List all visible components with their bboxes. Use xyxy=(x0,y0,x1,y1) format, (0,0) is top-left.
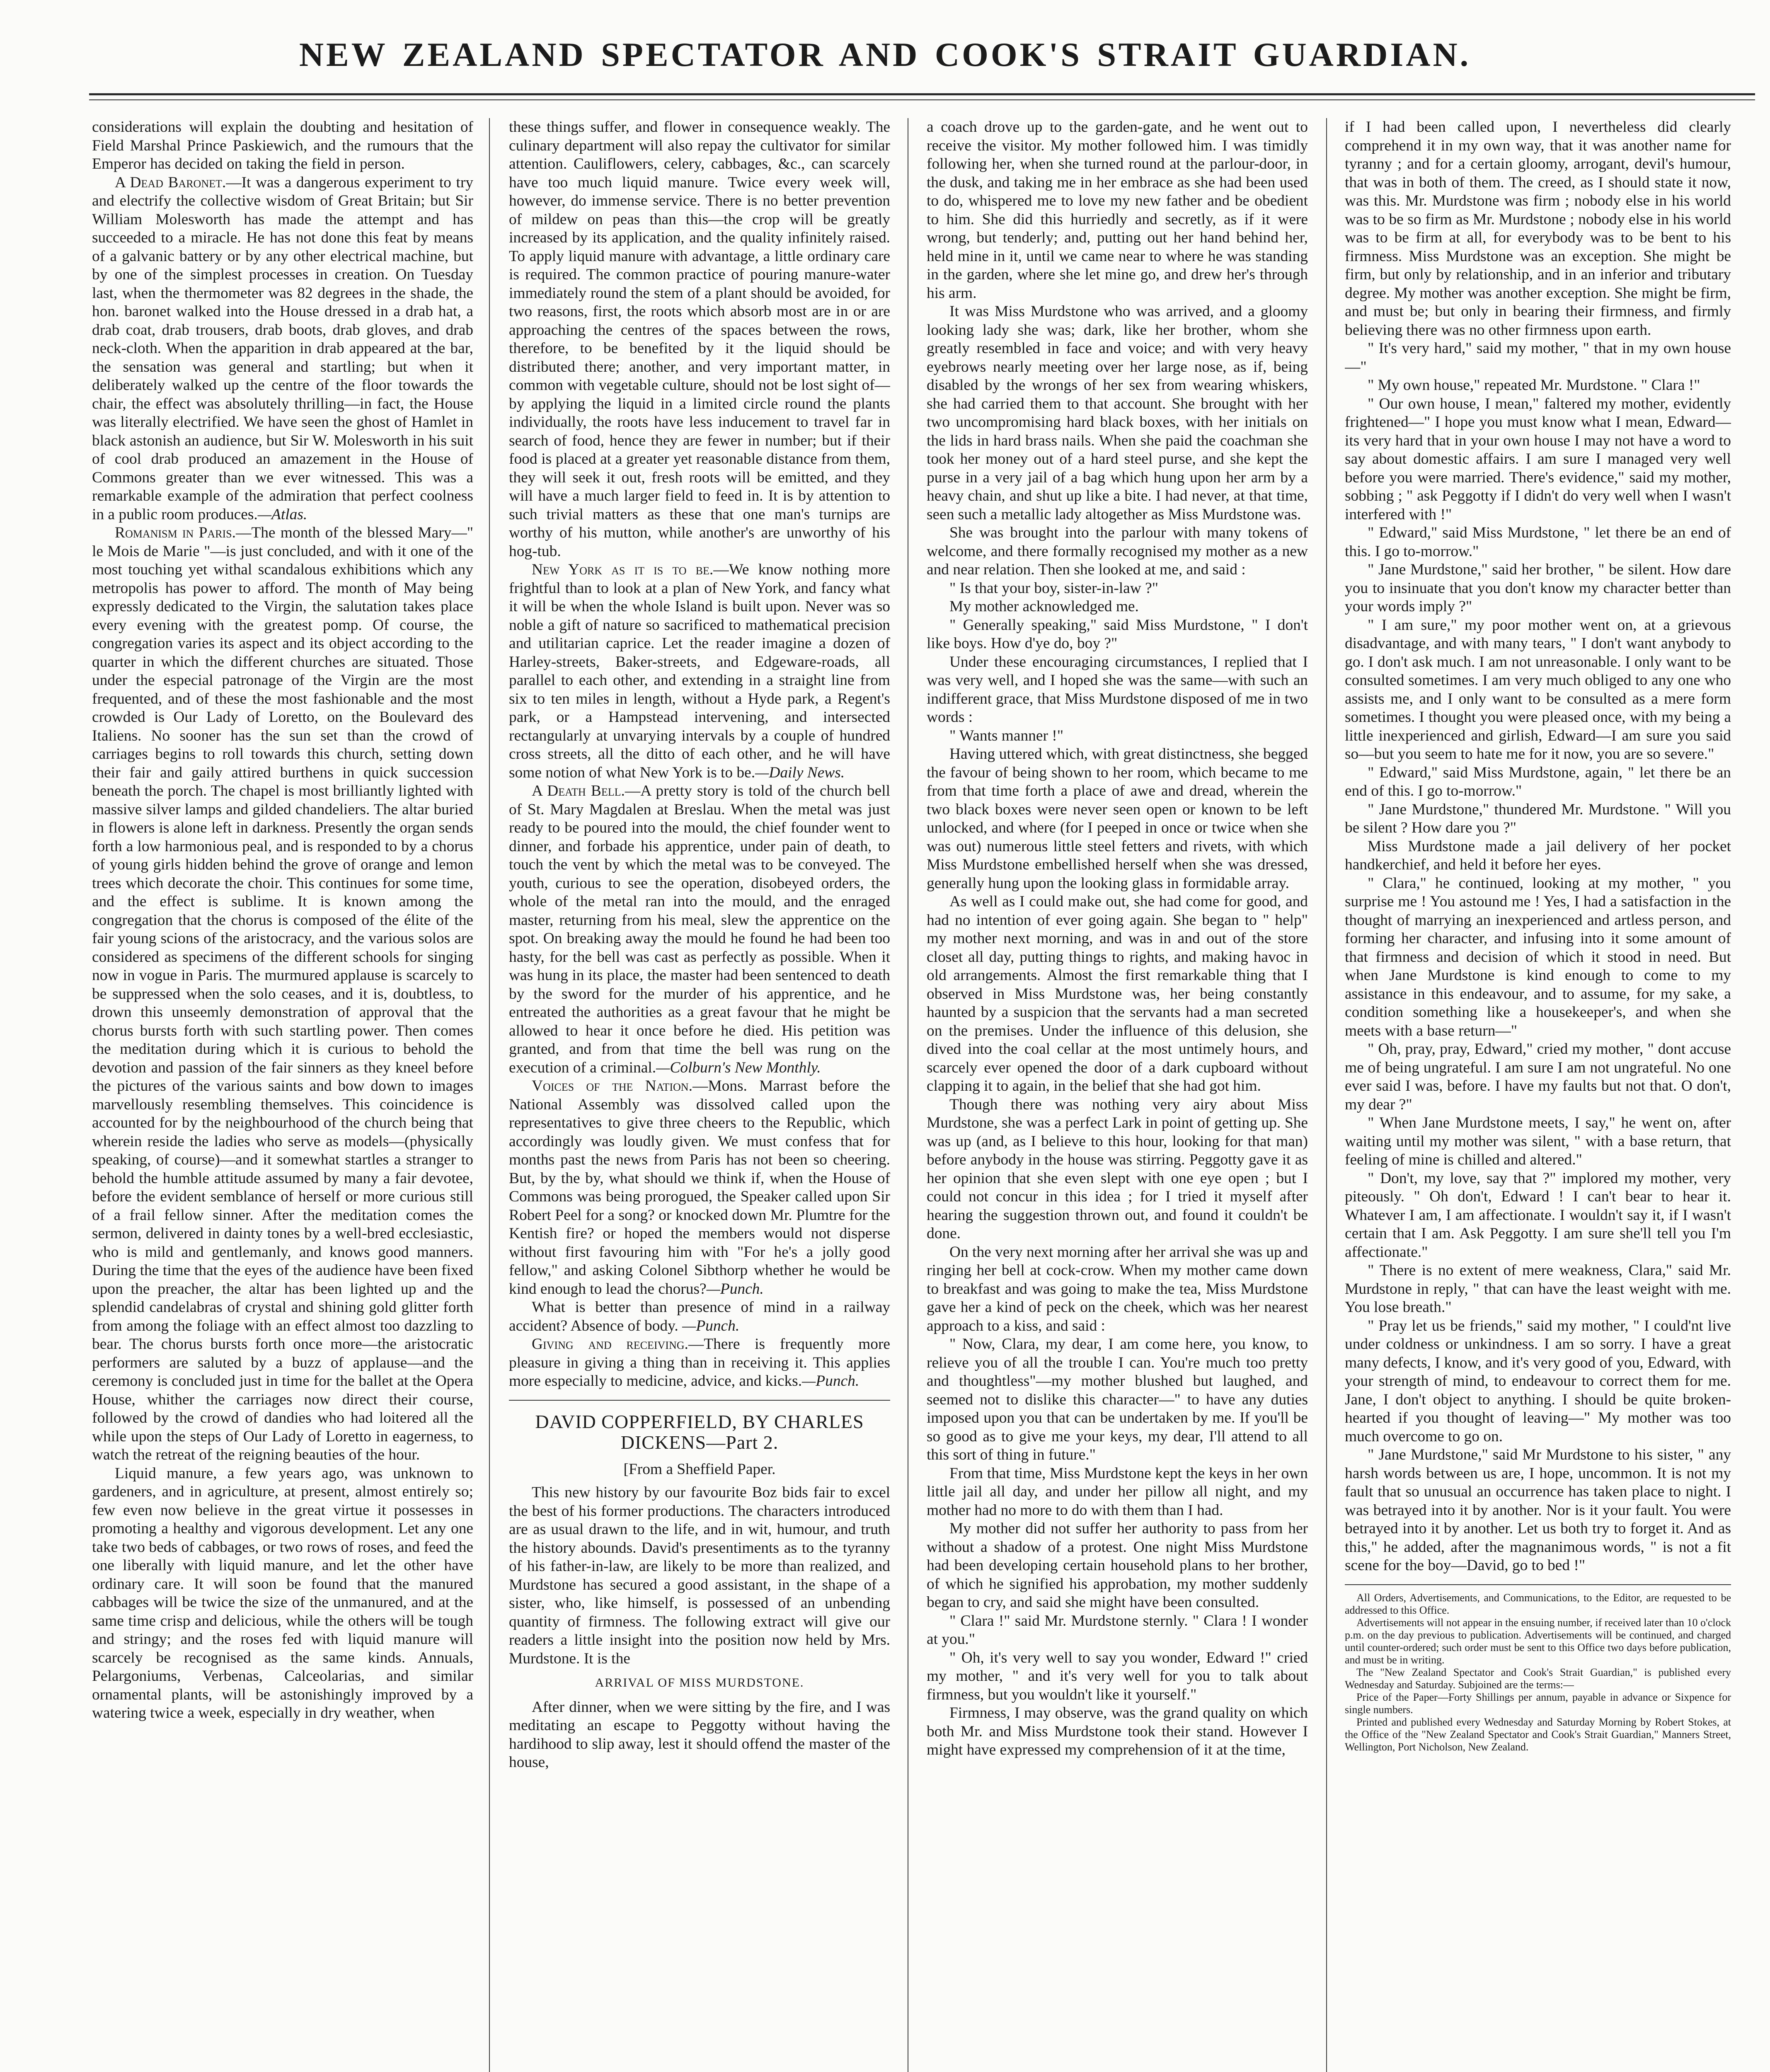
article-body: —We know nothing more frightful than to look at a plan of New York, and fancy what it will be when the whole Island is built upon. Never was so noble a gift of nature so sacrificed to mathematical precision and utilitarian caprice. Let the reader imagine a dozen of Harley-streets, Baker-streets, and Edgeware-roads, all parallel to each other, and extending in a straight line from six to ten miles in length, without a Hyde park, a Regent's park, or a Hampstead intervening, and intersected rectangularly at unvarying intervals by a couple of hundred cross streets, all the ditto of each other, and he will have some notion of what New York is to be. xyxy=(509,561,890,781)
article-dead-baronet xyxy=(92,174,473,524)
paragraph: " Our own house, I mean," faltered my mother, evidently frightened—" I hope you must know what I mean, Edward—its very hard that in your own house I may not have a word to say about domestic affairs. I am sure I managed very well before you were married. There's evidence," said my mother, sobbing ; " ask Peggotty if I didn't do very well when I wasn't interfered with !" xyxy=(1345,395,1731,523)
column-2 xyxy=(509,118,890,2072)
article-lead: Romanism in Paris. xyxy=(115,524,236,541)
paragraph: Having uttered which, with great distinctness, she begged the favour of being shown to her room, which became to me from that time forth a place of awe and dread, wherein the two black boxes were never seen open or known to be left unlocked, and where (for I peeped in once or twice when she was out) numerous little steel fetters and rivets, with which Miss Murdstone embellished herself when she was dressed, generally hung upon the looking glass in formidable array. xyxy=(927,746,1308,892)
column-divider xyxy=(1326,118,1327,2072)
paragraph: " Is that your boy, sister-in-law ?" xyxy=(949,579,1158,597)
masthead-rule xyxy=(89,93,1755,95)
paragraph: " Jane Murdstone," said Mr Murdstone to his sister, " any harsh words between us are, I hope, uncommon. It is not my fault that so unusual an occurrence has taken place to night. I was betrayed into it by another. Nor is it your fault. You were betrayed into it by another. Let us both try to forget it. And as this," he added, after the magnanimous words, " is not a fit scene for the boy—David, go to bed !" xyxy=(1345,1446,1731,1574)
paragraph: It was Miss Murdstone who was arrived, and a gloomy looking lady she was; dark, like her brother, whom she greatly resembled in face and voice; and with very heavy eyebrows nearly meeting over her large nose, as if, being disabled by the wrongs of her sex from wearing whiskers, she had carried them to that account. She brought with her two uncompromising hard black boxes, with her initials on the lids in hard brass nails. When she paid the coachman she took her money out of a hard steel purse, and she kept the purse in a very jail of a bag which hung upon her arm by a heavy chain, and shut up like a bite. I had never, at that time, seen such a metallic lady altogether as Miss Murdstone was. xyxy=(927,303,1308,523)
paragraph: " Edward," said Miss Murdstone, again, " let there be an end of this. I go to-morrow." xyxy=(1345,764,1731,799)
section-heading: DAVID COPPERFIELD, BY CHARLES DICKENS—Part 2. xyxy=(535,1411,864,1453)
imprint-line: Advertisements will not appear in the ensuing number, if received later than 10 o'clock p.m. on the day previous to publication. Advertisements will be continued, and charged until counter-ordered; such order must be sent to this Office two days before publication, and must be in writing. xyxy=(1345,1616,1731,1666)
paragraph: Miss Murdstone made a jail delivery of her pocket handkerchief, and held it before her eyes. xyxy=(1345,838,1731,873)
paragraph: As well as I could make out, she had come for good, and had no intention of ever going again. She began to " help" my mother next morning, and was in and out of the store closet all day, putting things to rights, and making havoc in old arrangements. Almost the first remarkable thing that I observed in Miss Murdstone was, her being constantly haunted by a suspicion that the servants had a man secreted on the premises. Under the influence of this delusion, she dived into the coal cellar at the most untimely hours, and scarcely ever opened the door of a dark cupboard without clapping it to again, in the belief that she had got him. xyxy=(927,893,1308,1094)
paragraph: " Don't, my love, say that ?" implored my mother, very piteously. " Oh don't, Edward ! I can't bear to hear it. Whatever I am, I am affectionate. I wouldn't say it, if I wasn't certain that I am. Ask Peggotty. I am sure she'll tell you I'm affectionate." xyxy=(1345,1169,1731,1261)
masthead-title: NEW ZEALAND SPECTATOR AND COOK'S STRAIT GUARDIAN. xyxy=(299,36,1471,73)
article-source: —Atlas. xyxy=(257,506,308,523)
article-body: What is better than presence of mind in a railway accident? Absence of body. xyxy=(509,1299,890,1334)
section-divider xyxy=(509,1400,890,1401)
article-source: —Punch. xyxy=(682,1317,740,1334)
article-death-bell xyxy=(509,782,890,1077)
paragraph: " Oh, it's very well to say you wonder, Edward !" cried my mother, " and it's very well for you to talk about firmness, but you wouldn't like it yourself." xyxy=(927,1649,1308,1703)
imprint-divider xyxy=(1345,1584,1731,1585)
article-romanism-in-paris xyxy=(92,524,473,1464)
paragraph: considerations will explain the doubting and hesitation of Field Marshal Prince Paskiewich, and the rumours that the Emperor has decided on taking the field in person. xyxy=(92,119,473,172)
paragraph: " Jane Murdstone," thundered Mr. Murdstone. " Will you be silent ? How dare you ?" xyxy=(1345,801,1731,836)
paragraph: Though there was nothing very airy about Miss Murdstone, she was a perfect Lark in point of getting up. She was up (and, as I believe to this hour, looking for that man) before anybody in the house was stirring. Peggotty gave it as her opinion that she even slept with one eye open ; but I could not concur in this idea ; for I tried it myself after hearing the suggestion thrown out, and found it couldn't be done. xyxy=(927,1096,1308,1242)
article-lead: New York as it is to be. xyxy=(532,561,714,578)
paragraph: these things suffer, and flower in consequence weakly. The culinary department will also repay the cultivator for similar attention. Cauliflowers, celery, cabbages, &c., can scarcely have too much liquid manure. Twice every week will, however, do immense service. There is no better prevention of mildew on peas than this—the crop will be greatly increased by its application, and the quality infinitely raised. To apply liquid manure with advantage, a little ordinary care is required. The common practice of pouring manure-water immediately round the stem of a plant should be avoided, for two reasons, first, the roots which absorb most are in or are approaching the centres of the spaces between the rows, therefore, to be benefited by it the liquid should be distributed there; another, and very important matter, in common with vegetable culture, should not be lost sight of—by applying the liquid in a limited circle round the plants individually, the roots have less inducement to travel far in search of food, hence they are fewer in number; but if their food is placed at a greater yet reasonable distance from them, they will seek it out, fresh roots will be emitted, and they will have a much larger field to feed in. It is by attention to such trivial matters as these that one man's turnips are worthy of his mutton, while another's are unworthy of his hog-tub. xyxy=(509,119,890,560)
article-giving-receiving xyxy=(509,1335,890,1391)
imprint-line: Price of the Paper—Forty Shillings per annum, payable in advance or Sixpence for single numbers. xyxy=(1345,1691,1731,1716)
article-source: —Punch. xyxy=(802,1372,860,1389)
article-lead: Giving and receiving. xyxy=(532,1336,688,1353)
imprint-line: Printed and published every Wednesday and Saturday Morning by Robert Stokes, at the Office of the "New Zealand Spectator and Cook's Strait Guardian," Manners Street, Wellington, Port Nicholson, New Zealand. xyxy=(1345,1716,1731,1753)
column-4 xyxy=(1345,118,1731,2072)
paragraph: My mother acknowledged me. xyxy=(949,598,1139,615)
paragraph: " There is no extent of mere weakness, Clara," said Mr. Murdstone in reply, " that can have the least weight with me. You lose breath." xyxy=(1345,1262,1731,1316)
subheading: ARRIVAL OF MISS MURDSTONE. xyxy=(595,1676,804,1690)
paragraph: She was brought into the parlour with many tokens of welcome, and there formally recognised my mother as a new and near relation. Then she looked at me, and said : xyxy=(927,524,1308,578)
paragraph: " Jane Murdstone," said her brother, " be silent. How dare you to insinuate that you don't know my character better than your words imply ?" xyxy=(1345,561,1731,615)
article-voices-of-nation xyxy=(509,1077,890,1298)
imprint-line: All Orders, Advertisements, and Communications, to the Editor, are requested to be addressed to this Office. xyxy=(1345,1591,1731,1616)
paragraph: " Wants manner !" xyxy=(949,727,1063,744)
paragraph: On the very next morning after her arrival she was up and ringing her bell at cock-crow. When my mother came down to breakfast and was going to make the tea, Miss Murdstone gave her a kind of peck on the cheek, which was her nearest approach to a kiss, and said : xyxy=(927,1243,1308,1334)
paragraph: From that time, Miss Murdstone kept the keys in her own little jail all day, and under her pillow all night, and my mother had no more to do with them than I had. xyxy=(927,1464,1308,1519)
publisher-imprint xyxy=(1345,1592,1731,1753)
paragraph: " Edward," said Miss Murdstone, " let there be an end of this. I go to-morrow." xyxy=(1345,524,1731,560)
paragraph: if I had been called upon, I nevertheless did clearly comprehend it in my own way, that it was another name for tyranny ; and for a certain gloomy, arrogant, devil's humour, that was in both of them. The creed, as I should state it now, was this. Mr. Murdstone was firm ; nobody else in his world was to be so firm as Mr. Murdstone ; nobody else in his world was to be firm at all, for everybody was to be bent to his firmness. Miss Murdstone was an exception. She might be firm, but only by relationship, and in an inferior and tributary degree. My mother was another exception. She might be firm, and must be; but only in bearing their firmness, and firmly believing there was no other firmness upon earth. xyxy=(1345,119,1731,339)
paragraph: This new history by our favourite Boz bids fair to excel the best of his former productions. The characters introduced are as usual drawn to the life, and in wit, humour, and truth the history abounds. David's presentiments as to the tyranny of his father-in-law, are likely to be more than realized, and Murdstone has secured a good assistant, in the shape of a sister, who, like himself, is possessed of an unbending quantity of firmness. The following extract will give our readers a little insight into the position now held by Mrs. Murdstone. It is the xyxy=(509,1484,890,1667)
article-body: —It was a dangerous experiment to try and electrify the collective wisdom of Great Britain; but Sir William Molesworth has made the attempt and has succeeded to a miracle. He has not done this feat by means of a galvanic battery or by any other electrical machine, but by one of the simplest processes in creation. On Tuesday last, when the thermometer was 82 degrees in the shade, the hon. baronet walked into the House dressed in a drab hat, a drab coat, drab trousers, drab boots, drab gloves, and drab neck-cloth. When the apparition in drab appeared at the bar, the sensation was general and startling; but when it deliberately walked up the centre of the floor towards the chair, the effect was absolutely thrilling—in fact, the House was literally electrified. We have seen the ghost of Hamlet in black astonish an audience, but Sir W. Molesworth in his suit of cool drab produced an amazement in the House of Commons greater than we ever witnessed. This was a remarkable example of the admiration that perfect coolness in a public room produces. xyxy=(92,174,473,523)
article-body: —A pretty story is told of the church bell of St. Mary Magdalen at Breslau. When the metal was just ready to be poured into the mould, the chief founder went to dinner, and forbade his apprentice, under pain of death, to touch the vent by which the metal was to be conveyed. The youth, curious to see the operation, disobeyed orders, the whole of the metal ran into the mould, and the enraged master, returning from his meal, slew the apprentice on the spot. On breaking away the mould he found he had been too hasty, for the bell was cast as perfectly as possible. When it was hung in its place, the master had been sentenced to death by the sword for the murder of his apprentice, and he entreated the authorities as a great favour that he might be allowed to hear it once before he died. His petition was granted, and from that time the bell was rung on the execution of a criminal. xyxy=(509,782,890,1076)
paragraph: " It's very hard," said my mother, " that in my own house—" xyxy=(1345,340,1731,375)
article-body: —Mons. Marrast before the National Assembly was dissolved called upon the representatives to give three cheers to the Republic, which accordingly was loudly given. We must confess that for months past the news from Paris has not been so cheering. But, by the by, what should we think if, when the House of Commons was being prorogued, the Speaker called upon Sir Robert Peel for a song? or knocked down Mr. Plumtre for the Kentish fire? or hoped the members would not disperse without first favouring him with "For he's a jolly good fellow," and asking Colonel Sibthorp whether he would be kind enough to lead the chorus? xyxy=(509,1077,890,1297)
imprint-line: The "New Zealand Spectator and Cook's Strait Guardian," is published every Wednesday and Saturday. Subjoined are the terms:— xyxy=(1345,1666,1731,1691)
paragraph: " Clara," he continued, looking at my mother, " you surprise me ! You astound me ! Yes, I had a satisfaction in the thought of marrying an inexperienced and artless person, and forming her character, and infusing into it some amount of that firmness and decision of which it stood in need. But when Jane Murdstone is kind enough to come to my assistance in this endeavour, and to assume, for my sake, a condition something like a housekeeper's, and when she meets with a base return—" xyxy=(1345,874,1731,1039)
article-body: —There is frequently more pleasure in giving a thing than in receiving it. This applies more especially to medicine, advice, and kicks. xyxy=(509,1336,890,1389)
paragraph: After dinner, when we were sitting by the fire, and I was meditating an escape to Peggotty without having the hardihood to slip away, lest it should offend the master of the house, xyxy=(509,1698,890,1771)
source-note: [From a Sheffield Paper. xyxy=(623,1460,776,1478)
article-source: —Punch. xyxy=(706,1280,764,1297)
paragraph: " When Jane Murdstone meets, I say," he went on, after waiting until my mother was silent, " with a base return, that feeling of mine is chilled and altered." xyxy=(1345,1114,1731,1168)
column-1 xyxy=(92,118,473,2072)
paragraph: " Oh, pray, pray, Edward," cried my mother, " dont accuse me of being ungrateful. I am sure I am not ungrateful. No one ever said I was, before. I have my faults but not that. O don't, my dear ?" xyxy=(1345,1041,1731,1113)
article-lead: Voices of the Nation. xyxy=(532,1077,693,1094)
article-source: —Daily News. xyxy=(755,764,845,781)
column-3 xyxy=(927,118,1308,2072)
article-railway-joke xyxy=(509,1298,890,1335)
article-source: —Colburn's New Monthly. xyxy=(656,1059,821,1076)
paragraph: " My own house," repeated Mr. Murdstone. " Clara !" xyxy=(1368,377,1700,394)
paragraph: " Pray let us be friends," said my mother, " I could'nt live under coldness or unkindness. I am so sorry. I have a great many defects, I know, and it's very good of you, Edward, with your strength of mind, to endeavour to correct them for me. Jane, I don't object to anything. I should be quite broken-hearted if you thought of leaving—" My mother was too much overcome to go on. xyxy=(1345,1317,1731,1445)
paragraph: a coach drove up to the garden-gate, and he went out to receive the visitor. My mother followed him. I was timidly following her, when she turned round at the parlour-door, in the dusk, and taking me in her embrace as she had been used to do, whispered me to love my new father and be obedient to him. She did this hurriedly and secretly, as if it were wrong, but tenderly; and, putting out her hand behind her, held mine in it, until we came near to where he was standing in the garden, where she let mine go, and drew her's through his arm. xyxy=(927,119,1308,302)
paragraph: " Clara !" said Mr. Murdstone sternly. " Clara ! I wonder at you." xyxy=(927,1612,1308,1648)
paragraph: " Now, Clara, my dear, I am come here, you know, to relieve you of all the trouble I can. You're much too pretty and thoughtless"—my mother blushed but laughed, and seemed not to dislike this character—" to have any duties imposed upon you that can be undertaken by me. If you'll be so good as to give me your keys, my dear, I'll attend to all this sort of thing in future." xyxy=(927,1336,1308,1463)
paragraph: Under these encouraging circumstances, I replied that I was very well, and I hoped she was the same—with such an indifferent grace, that Miss Murdstone disposed of me in two words : xyxy=(927,653,1308,726)
paragraph: " I am sure," my poor mother went on, at a grievous disadvantage, and with many tears, " I don't want anybody to go. I don't ask much. I am not unreasonable. I only want to be consulted sometimes. I am very much obliged to any one who assists me, and I only want to be consulted as a mere form sometimes. I thought you were pleased once, with my being a little inexperienced and girlish, Edward—I am sure you said so—but you seem to hate me for it now, you are so severe." xyxy=(1345,616,1731,762)
paragraph: My mother did not suffer her authority to pass from her without a shadow of a protest. One night Miss Murdstone had been developing certain household plans to her brother, of which he signified his approbation, my mother suddenly began to cry, and said she might have been consulted. xyxy=(927,1520,1308,1611)
paragraph: " Generally speaking," said Miss Murdstone, " I don't like boys. How d'ye do, boy ?" xyxy=(927,616,1308,652)
masthead-rule-thin xyxy=(89,99,1755,100)
article-new-york xyxy=(509,561,890,782)
column-divider xyxy=(489,118,490,2072)
article-body: —The month of the blessed Mary—" le Mois de Marie "—is just concluded, and with it one of the most touching yet withal scandalous exhibitions which any metropolis has power to afford. The month of May being expressly dedicated to the Virgin, the salutation takes place every evening with the greatest pomp. Of course, the congregation varies its aspect and its object according to the quarter in which the different churches are situated. Those under the especial patronage of the Virgin are the most frequented, and of these the most fashionable and the most crowded is Our Lady of Loretto, on the Boulevard des Italiens. No sooner has the sun set than the crowd of carriages begins to roll towards this church, setting down their fair and gaily attired burthens in quick succession beneath the porch. The chapel is most brilliantly lighted with massive silver lamps and gilded chandeliers. The altar buried in flowers is alone left in darkness. Presently the organ sends forth a low harmonious peal, and is responded to by a chorus of young girls hidden behind the grove of orange and lemon trees which decorate the choir. This continues for some time, and the effect is sublime. It is known among the congregation that the chorus is composed of the élite of the fair young scions of the aristocracy, and the various solos are considered as specimens of the different schools for singing now in vogue in Paris. The murmured applause is scarcely to be suppressed when the solo ceases, and it is, doubtless, to drown this unseemly demonstration of approval that the chorus bursts forth with such startling power. Then comes the meditation during which it is curious to behold the devotion and passion of the fair sinners as they kneel before the pictures of the various saints and bow down to images marvellously resembling themselves. This coincidence is accounted for by the neighbourhood of the church being that wherein reside the ladies who serve as models—(physically speaking, of course)—and it somewhat startles a stranger to behold the humble attitude assumed by many a fair devotee, before the evident semblance of herself or more curious still of a frail fellow sinner. After the meditation comes the sermon, delivered in dainty tones by a well-bred ecclesiastic, who is mild and gentlemanly, and knows good manners. During the time that the eyes of the audience have been fixed upon the preacher, the altar has been lighted up and the splendid candelabras of crystal and shining gold glitter forth from among the foliage with an effect almost too dazzling to bear. The chorus bursts forth once more—the aristocratic performers are saluted by a buzz of applause—and the ceremony is concluded just in time for the ballet at the Opera House, whither the carriages now direct their course, followed by the crowd of dandies who had loitered all the while upon the steps of Our Lady of Loretto in eagerness, to watch the retreat of the reigning beauties of the hour. xyxy=(92,524,473,1463)
article-lead: A Death Bell. xyxy=(532,782,625,799)
article-lead: A Dead Baronet. xyxy=(115,174,226,191)
article-liquid-manure: Liquid manure, a few years ago, was unknown to gardeners, and in agriculture, at present, almost entirely so; few even now believe in the great virtue it possesses in promoting a healthy and vigorous development. Let any one take two beds of cabbages, or two rows of roses, and feed the one liberally with liquid manure, and let the other have ordinary care. It will soon be found that the manured cabbages will be twice the size of the unmanured, and at the same time crisp and delicious, while the others will be tough and stringy; and the roses fed with liquid manure will scarcely be recognised as the same kinds. Annuals, Pelargoniums, Verbenas, Calceolarias, and similar ornamental plants, will be astonishingly improved by a watering twice a week, especially in dry weather, when xyxy=(92,1464,473,1721)
paragraph: Firmness, I may observe, was the grand quality on which both Mr. and Miss Murdstone took their stand. However I might have expressed my comprehension of it at the time, xyxy=(927,1704,1308,1758)
